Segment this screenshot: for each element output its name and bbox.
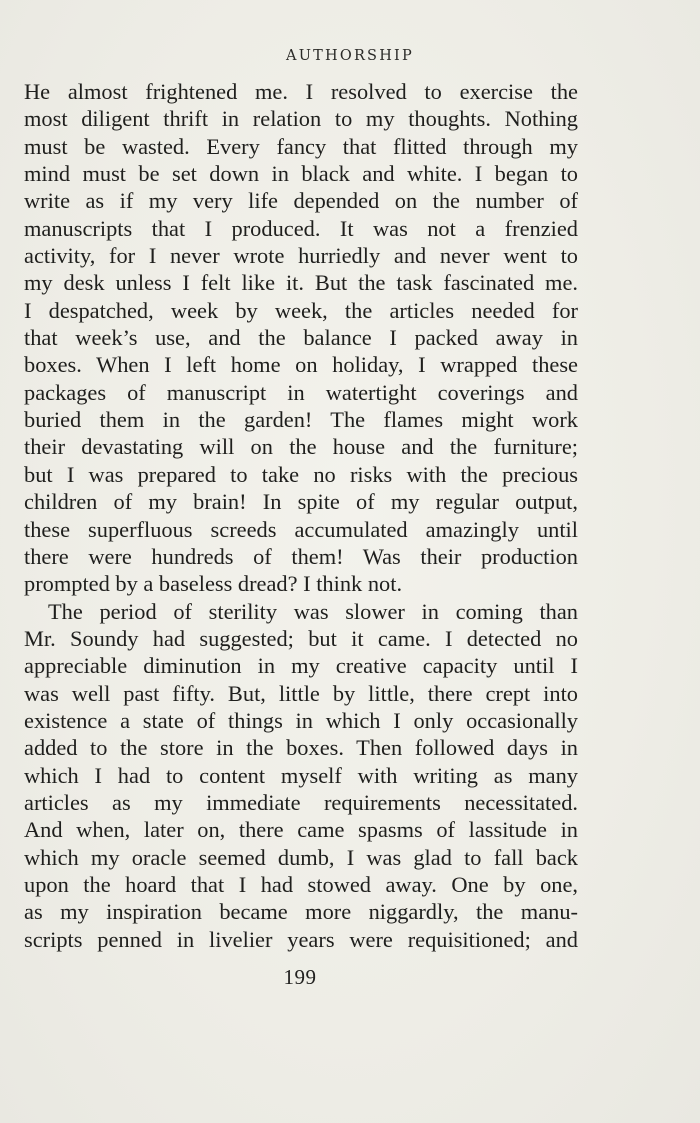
text-line: activity, for I never wrote hurriedly and never went to xyxy=(24,243,578,269)
text-line: mind must be set down in black and white. I began to xyxy=(24,161,578,187)
text-line: scripts penned in livelier years were requisitioned; and xyxy=(24,926,578,952)
text-line: which my oracle seemed dumb, I was glad to fall back xyxy=(24,844,578,870)
text-line: appreciable diminution in my creative capacity until I xyxy=(24,653,578,679)
text-line: And when, later on, there came spasms of lassitude in xyxy=(24,817,578,843)
text-line: that week’s use, and the balance I packed away in xyxy=(24,325,578,351)
text-line: but I was prepared to take no risks with the precious xyxy=(24,461,578,487)
text-line: write as if my very life depended on the number of xyxy=(24,188,578,214)
text-line: manuscripts that I produced. It was not a frenzied xyxy=(24,215,578,241)
text-line: most diligent thrift in relation to my thoughts. Nothing xyxy=(24,106,578,132)
running-head: AUTHORSHIP xyxy=(286,48,414,64)
text-line: He almost frightened me. I resolved to exercise the xyxy=(24,79,578,104)
text-line: these superfluous screeds accumulated amazingly until xyxy=(24,516,578,542)
text-line: The period of sterility was slower in coming than xyxy=(48,598,578,624)
text-line: was well past fifty. But, little by little, there crept into xyxy=(24,680,578,706)
page-number: 199 xyxy=(283,965,317,989)
text-line: must be wasted. Every fancy that flitted through my xyxy=(24,133,578,159)
text-line: Mr. Soundy had suggested; but it came. I detected no xyxy=(24,625,578,651)
text-line: their devastating will on the house and the furniture; xyxy=(24,434,578,460)
text-line: added to the store in the boxes. Then followed days in xyxy=(24,735,578,761)
text-line: my desk unless I felt like it. But the task fascinated me. xyxy=(24,270,578,296)
text-line: prompted by a baseless dread? I think not. xyxy=(24,571,403,597)
text-line: I despatched, week by week, the articles needed for xyxy=(24,297,578,323)
body-text xyxy=(24,78,578,953)
text-line: as my inspiration became more niggardly, the manu- xyxy=(24,899,578,925)
text-line: existence a state of things in which I only occasionally xyxy=(24,707,578,733)
text-line: boxes. When I left home on holiday, I wrapped these xyxy=(24,352,578,378)
text-line: articles as my immediate requirements necessitated. xyxy=(24,789,578,815)
text-line: upon the hoard that I had stowed away. One by one, xyxy=(24,871,578,897)
text-line: which I had to content myself with writing as many xyxy=(24,762,578,788)
text-line: packages of manuscript in watertight coverings and xyxy=(24,379,578,405)
text-line: children of my brain! In spite of my regular output, xyxy=(24,489,578,515)
text-line: there were hundreds of them! Was their production xyxy=(24,543,578,569)
text-line: buried them in the garden! The flames might work xyxy=(24,407,578,433)
